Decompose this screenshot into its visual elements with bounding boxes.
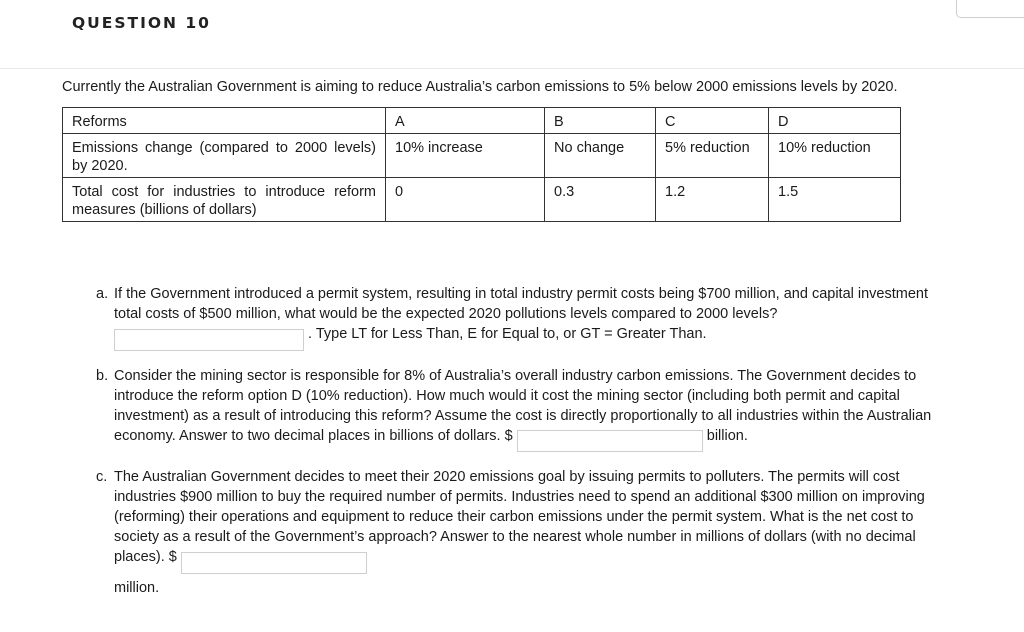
part-a-suffix: . Type LT for Less Than, E for Equal to, or GT = Greater Than. (308, 326, 707, 342)
part-c-letter: c. (96, 469, 108, 485)
row-label-cost: Total cost for industries to introduce reform measures (billions of dollars) (63, 178, 386, 222)
intro-text: Currently the Australian Government is aiming to reduce Australia’s carbon emissions to 5% below 2000 emissions levels by 2020. (62, 79, 898, 95)
table-cell: 0.3 (545, 178, 656, 222)
question-header (0, 0, 1024, 69)
part-c (96, 467, 946, 598)
header-a: A (386, 108, 545, 134)
part-b-suffix: billion. (706, 427, 748, 444)
part-b-answer-input[interactable] (517, 430, 703, 452)
part-c-text: The Australian Government decides to meet their 2020 emissions goal by issuing permits to polluters. The permits will cost industries $900 million to buy the required number of permits. Industries need to spend an additional $300 million on improving (reforming) their operations and equipment to reduce their carbon emissions under the permit system. What is the net cost to society as a result of the Government’s approach? Answer to the nearest whole number in millions of dollars (with no decimal places). $ (114, 469, 925, 565)
table-header-row (63, 108, 901, 134)
reforms-table (62, 107, 901, 222)
part-b-text: Consider the mining sector is responsible for 8% of Australia’s overall industry carbon emissions. The Government decides to introduce the reform option D (10% reduction). How much would it cost the mining sector (including both permit and capital investment) as a result of introducing this reform? Assume the cost is directly proportionally to all industries within the Australian economy. Answer to two decimal places in billions of dollars. $ (114, 367, 932, 444)
part-a-answer-input[interactable] (114, 329, 304, 351)
part-a-letter: a. (96, 286, 109, 302)
part-b-letter: b. (96, 367, 109, 384)
table-cell: 10% reduction (769, 134, 901, 178)
table-cell: 1.2 (656, 178, 769, 222)
part-b (96, 366, 946, 453)
table-row (63, 178, 901, 222)
question-content (62, 78, 952, 222)
header-c: C (656, 108, 769, 134)
header-d: D (769, 108, 901, 134)
table-cell: 10% increase (386, 134, 545, 178)
table-cell: 5% reduction (656, 134, 769, 178)
table-cell: No change (545, 134, 656, 178)
row-label-emissions: Emissions change (compared to 2000 levels) by 2020. (63, 134, 386, 178)
part-a-text: If the Government introduced a permit system, resulting in total industry permit costs being $700 million, and capital investment total costs of $500 million, what would be the expected 2020 pollutions levels compared to 2000 levels? (114, 286, 929, 322)
part-a (96, 284, 946, 351)
header-b: B (545, 108, 656, 134)
part-c-answer-input[interactable] (181, 552, 367, 574)
header-reforms: Reforms (63, 108, 386, 134)
question-title: QUESTION 10 (72, 14, 211, 32)
question-parts (96, 284, 946, 613)
top-right-button[interactable] (956, 0, 1024, 18)
table-row (63, 134, 901, 178)
part-c-suffix: million. (114, 579, 160, 596)
table-cell: 1.5 (769, 178, 901, 222)
table-cell: 0 (386, 178, 545, 222)
